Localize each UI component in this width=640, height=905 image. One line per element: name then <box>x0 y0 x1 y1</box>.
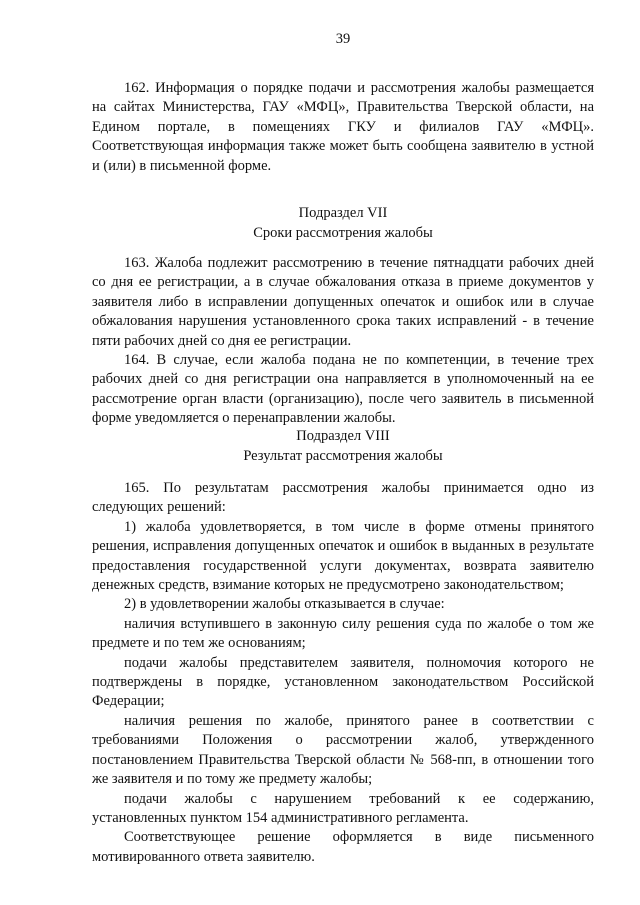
paragraph-165-item-2c: наличия решения по жалобе, принятого ранее в соответствии с требованиями Положения о рассмотрении жалоб, утвержденного постановлением Правительства Тверской области № 568-пп, в отношении того же заявителя и по тому же предмету жалобы; <box>92 712 594 788</box>
paragraph-165-conclusion: Соответствующее решение оформляется в виде письменного мотивированного ответа заявителю. <box>92 829 594 865</box>
paragraph-165-item-2b: подачи жалобы представителем заявителя, полномочия которого не подтверждены в порядке, установленном законодательством Российской Федерации; <box>92 654 594 710</box>
page-number: 39 <box>335 31 351 47</box>
section-viii-title: Результат рассмотрения жалобы <box>243 448 443 464</box>
section-vii-label: Подраздел VII <box>298 205 388 221</box>
paragraph-165-block <box>92 479 594 867</box>
paragraphs-163-164-block <box>92 254 594 429</box>
paragraph-162: 162. Информация о порядке подачи и рассмотрения жалобы размещается на сайтах Министерства, ГАУ «МФЦ», Правительства Тверской области, на Едином портале, в помещениях ГКУ и филиалов ГАУ «МФЦ». Соответствующая информация также может быть сообщена заявителю в устной и (или) в письменной форме. <box>92 80 594 174</box>
paragraph-165-item-2a: наличия вступившего в законную силу решения суда по жалобе о том же предмете и по тем же основаниям; <box>92 615 594 652</box>
paragraph-164: 164. В случае, если жалоба подана не по компетенции, в течение трех рабочих дней со дня регистрации она направляется в уполномоченный на ее рассмотрение орган власти (организацию), после чего заявитель в письменной форме уведомляется о перенаправлении жалобы. <box>92 352 594 427</box>
paragraph-162-block <box>92 79 594 176</box>
section-vii-heading <box>92 203 594 243</box>
paragraph-165-item-2: 2) в удовлетворении жалобы отказывается в случае: <box>124 596 445 613</box>
section-viii-label: Подраздел VIII <box>296 428 390 444</box>
paragraph-165-item-1: 1) жалоба удовлетворяется, в том числе в форме отмены принятого решения, исправления допущенных опечаток и ошибок в выданных в результате предоставления государственной услуги документах, возврата заявителю денежных средств, взимание которых не предусмотрено законодательством; <box>92 518 594 594</box>
paragraph-165-item-2d: подачи жалобы с нарушением требований к ее содержанию, установленных пунктом 154 административного регламента. <box>92 790 594 826</box>
paragraph-165: 165. По результатам рассмотрения жалобы принимается одно из следующих решений: <box>92 480 594 516</box>
paragraph-163: 163. Жалоба подлежит рассмотрению в течение пятнадцати рабочих дней со дня ее регистрации, а в случае обжалования отказа в приеме документов у заявителя либо в исправлении допущенных опечаток и ошибок или в случае обжалования нарушения установленного срока таких исправлений - в течение пяти рабочих дней со дня ее регистрации. <box>92 255 594 349</box>
section-viii-heading <box>92 426 594 466</box>
section-vii-title: Сроки рассмотрения жалобы <box>253 225 433 241</box>
